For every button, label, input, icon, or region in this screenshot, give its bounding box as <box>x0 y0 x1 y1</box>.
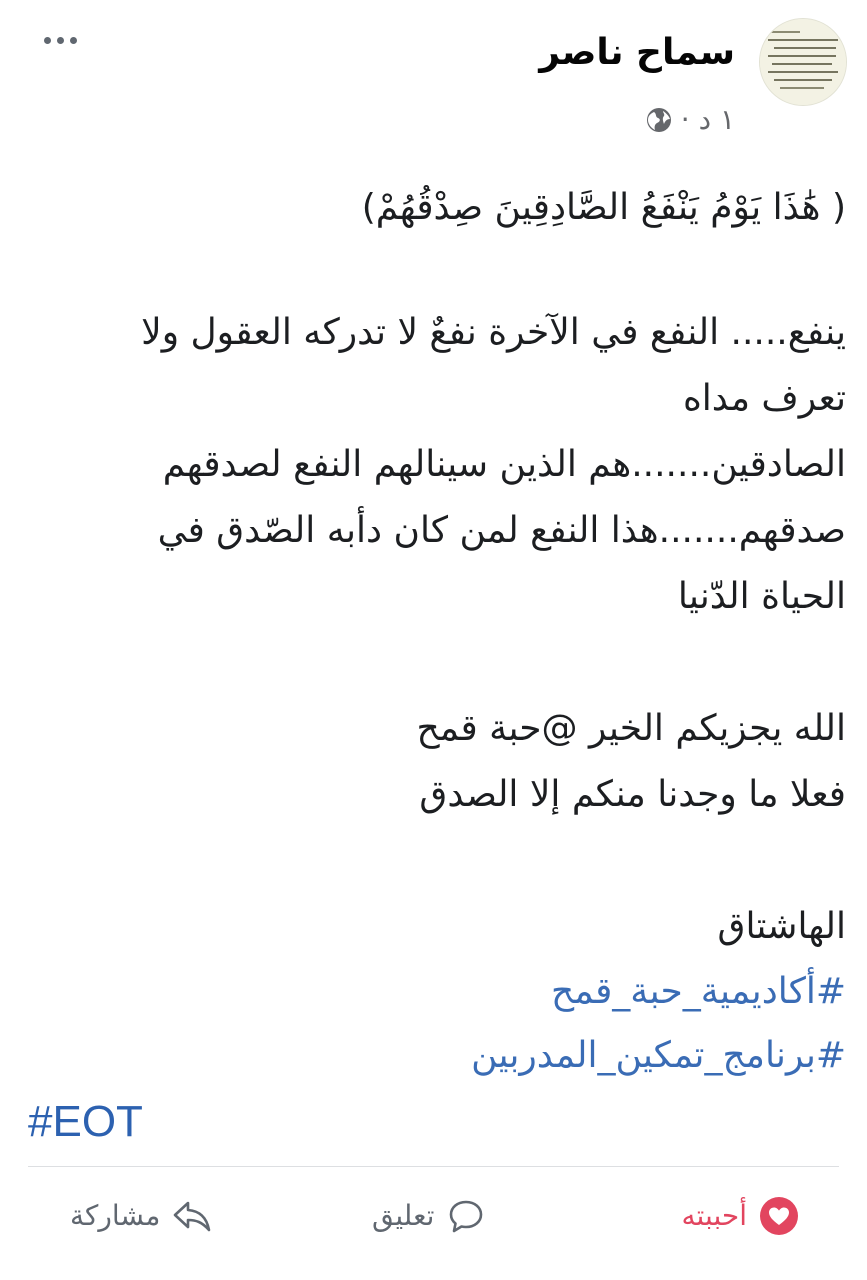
globe-icon <box>645 106 673 134</box>
quote-card-avatar-icon <box>760 19 846 105</box>
post-time[interactable]: ١ د · <box>680 103 735 136</box>
comment-button[interactable] <box>372 1188 488 1244</box>
author-name[interactable]: سماح ناصر <box>539 32 735 73</box>
menu-dot <box>57 37 64 44</box>
thanks-line: الله يجزيكم الخير @حبة قمح <box>416 708 846 749</box>
heart-reaction-icon <box>757 1194 801 1238</box>
share-button[interactable] <box>70 1188 214 1244</box>
share-arrow-icon <box>170 1194 214 1238</box>
hashtag-link[interactable]: #برنامج_تمكين_المدربين <box>471 1035 846 1076</box>
post-body <box>24 178 846 1088</box>
like-button[interactable] <box>682 1188 801 1244</box>
share-label: مشاركة <box>70 1199 161 1232</box>
comment-label: تعليق <box>372 1199 435 1232</box>
paragraph-line: الحياة الدّنيا <box>677 576 846 617</box>
comment-bubble-icon <box>444 1194 488 1238</box>
paragraph-spacer <box>24 630 846 696</box>
paragraph-line: الصادقين.......هم الذين سينالهم النفع لصدقهم <box>162 444 846 485</box>
paragraph-spacer <box>24 828 846 894</box>
like-label: أحببته <box>681 1199 747 1232</box>
more-options-icon[interactable] <box>38 26 82 54</box>
menu-dot <box>70 37 77 44</box>
hashtag-heading: الهاشتاق <box>717 906 846 947</box>
actions-divider <box>28 1166 839 1167</box>
paragraph-line: تعرف مداه <box>682 378 846 419</box>
menu-dot <box>44 37 51 44</box>
post-meta <box>645 100 735 140</box>
author-avatar[interactable] <box>759 18 847 106</box>
paragraph-line: ينفع..... النفع في الآخرة نفعٌ لا تدركه العقول ولا <box>141 312 846 353</box>
hashtag-link-eot[interactable]: #EOT <box>28 1097 143 1146</box>
paragraph-line: صدقهم.......هذا النفع لمن كان دأبه الصّدق في <box>157 510 846 551</box>
thanks-line: فعلا ما وجدنا منكم إلا الصدق <box>419 774 846 815</box>
quran-verse: ( هَٰذَا يَوْمُ يَنْفَعُ الصَّادِقِينَ صِدْقُهُمْ) <box>361 187 846 228</box>
hashtag-link[interactable]: #أكاديمية_حبة_قمح <box>551 971 846 1012</box>
